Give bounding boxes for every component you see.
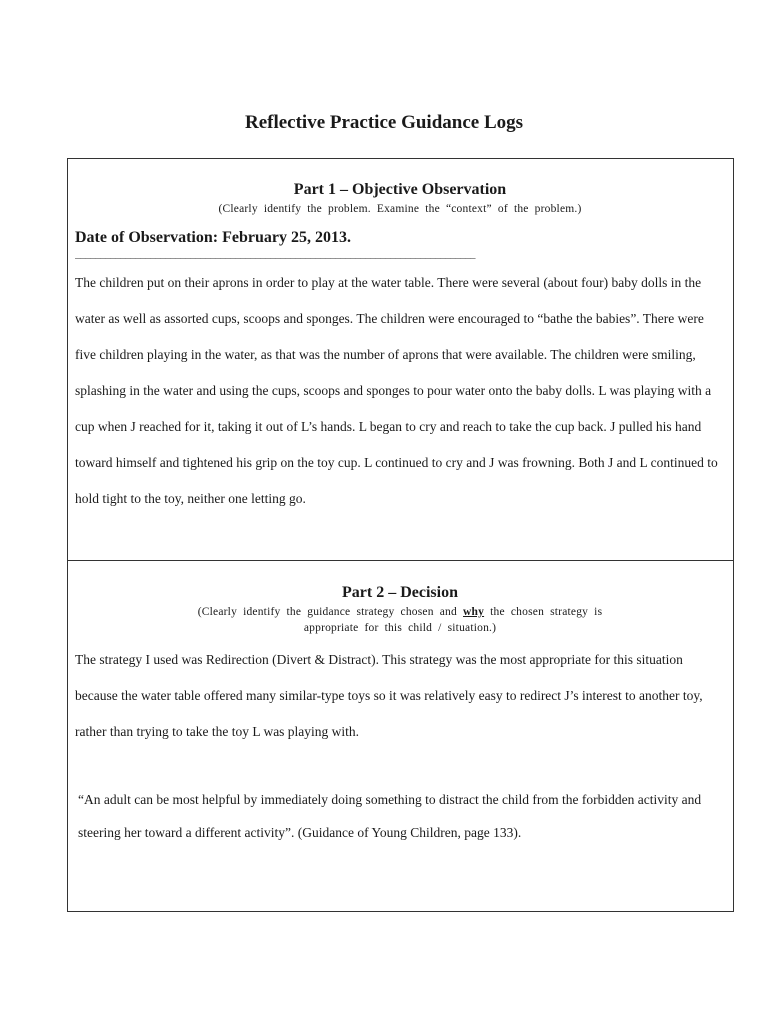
- part2-instruction-end: the chosen strategy is appropriate for this child / situation.): [303, 606, 603, 634]
- part2-instruction-emphasis: why: [463, 606, 485, 618]
- part2-heading: Part 2 – Decision: [342, 584, 458, 601]
- part2-instruction: [75, 604, 725, 636]
- citation-quote: “An adult can be most helpful by immediately doing something to distract the child from the forbidden activity and steering her toward a different activity”. (Guidance of Young Children, page 133).: [78, 792, 702, 840]
- observation-date: Date of Observation: February 25, 2013.: [75, 229, 351, 246]
- decision-text: The strategy I used was Redirection (Divert & Distract). This strategy was the most appropriate for this situation because the water table offered many similar-type toys so it was relatively easy to redirect J’s interest to another toy, rather than trying to take the toy L was playing with.: [75, 652, 703, 739]
- part2-instruction-start: (Clearly identify the guidance strategy chosen and: [197, 606, 457, 618]
- part1-heading: Part 1 – Objective Observation: [293, 181, 507, 198]
- dashed-divider: ________________________________________________________________________________: [75, 248, 475, 260]
- part2-section: [68, 560, 733, 911]
- part1-section: [68, 159, 733, 560]
- part1-instruction: (Clearly identify the problem. Examine the “context” of the problem.): [218, 203, 582, 215]
- observation-text: The children put on their aprons in order to play at the water table. There were several (about four) baby dolls in the water as well as assorted cups, scoops and sponges. The children were encouraged to “bathe the babies”. There were five children playing in the water, as that was the number of aprons that were available. The children were smiling, splashing in the water and using the cups, scoops and sponges to pour water onto the baby dolls. L was playing with a cup when J reached for it, taking it out of L’s hands. L began to cry and reach to take the cup back. J pulled his hand toward himself and tightened his grip on the toy cup. L continued to cry and J was frowning. Both J and L continued to hold tight to the toy, neither one letting go.: [75, 275, 718, 506]
- document-title: Reflective Practice Guidance Logs: [244, 112, 524, 133]
- guidance-log-table: [67, 158, 734, 912]
